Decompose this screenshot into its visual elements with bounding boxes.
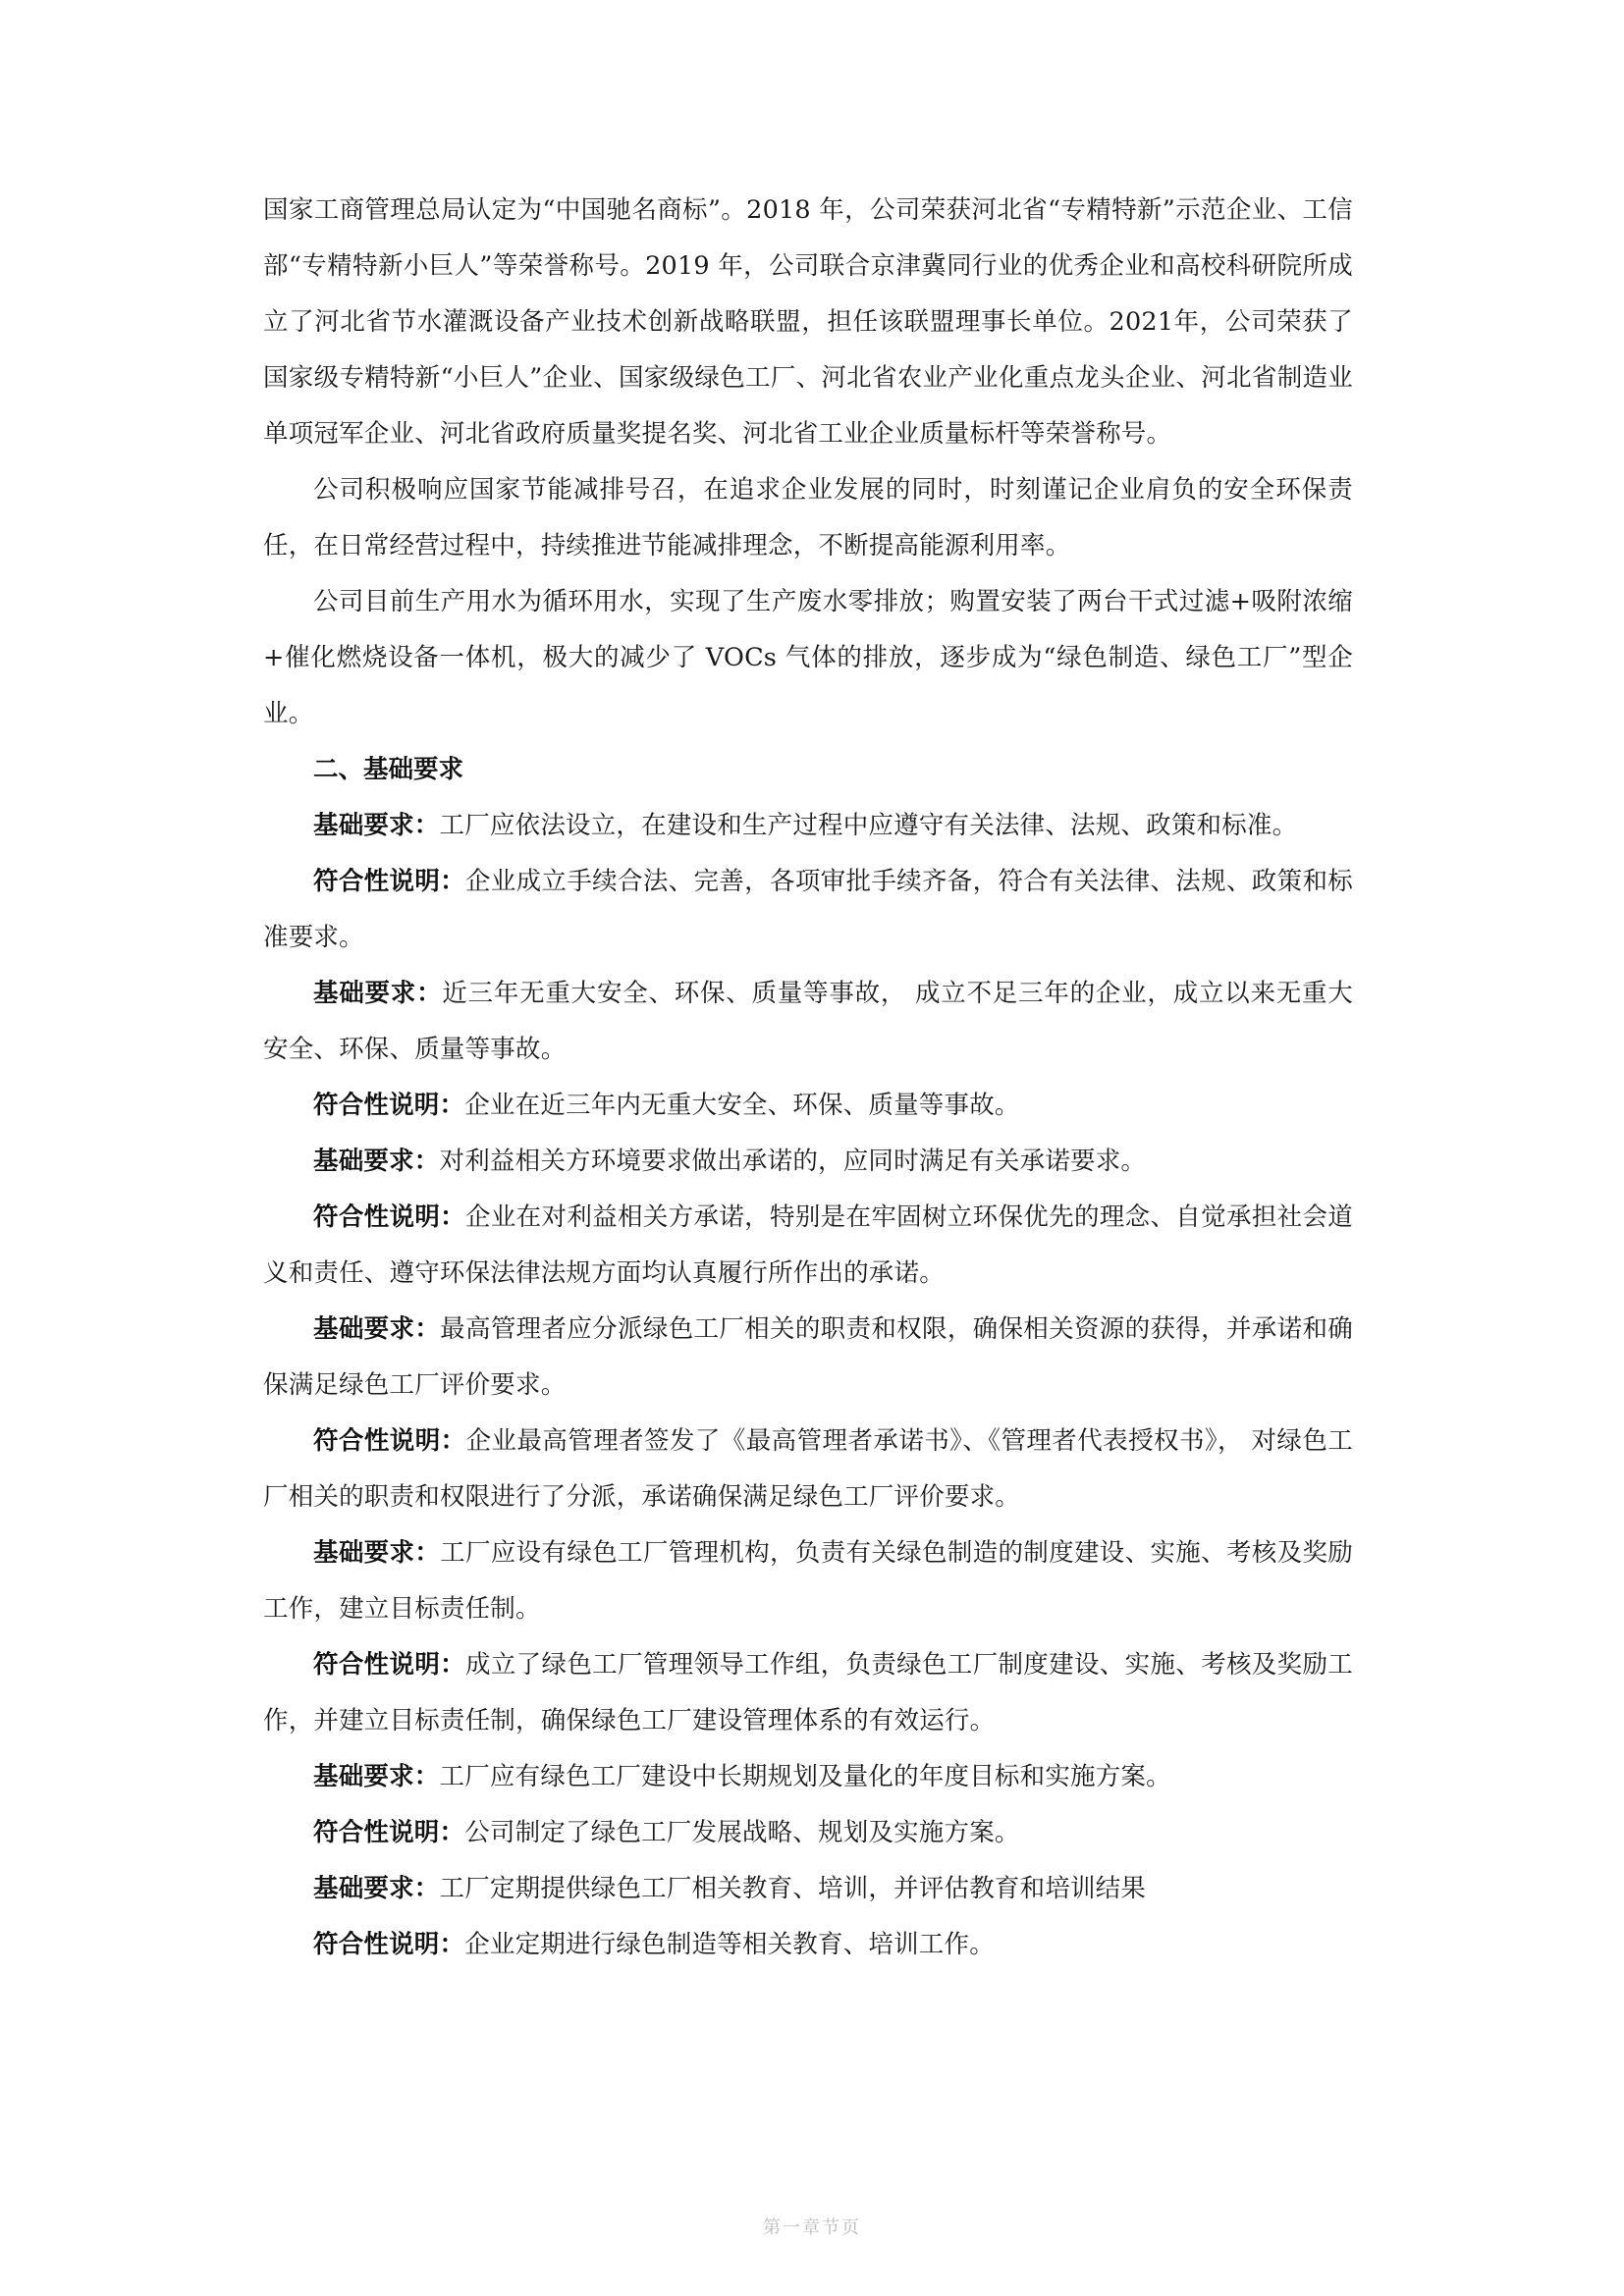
conformance-item-5 [263, 1637, 1353, 1749]
requirement-label-7: 基础要求： [313, 1874, 440, 1903]
requirement-label-1: 基础要求： [313, 811, 440, 840]
requirement-label-5: 基础要求： [313, 1538, 441, 1568]
paragraph-energy: 公司积极响应国家节能减排号召，在追求企业发展的同时，时刻谨记企业肩负的安全环保责任，在日常经营过程中，持续推进节能减排理念，不断提高能源利用率。 [263, 475, 1353, 561]
requirement-label-3: 基础要求： [313, 1147, 440, 1176]
requirement-item-5 [263, 1525, 1353, 1637]
requirement-text-5: 工厂应设有绿色工厂管理机构，负责有关绿色制造的制度建设、实施、考核及奖励工作，建立目标责任制。 [263, 1538, 1353, 1624]
requirement-item-7 [263, 1861, 1353, 1917]
conformance-label-1: 符合性说明： [313, 867, 465, 896]
requirement-item-4 [263, 1302, 1353, 1414]
requirement-item-1 [263, 798, 1353, 854]
requirement-label-4: 基础要求： [313, 1314, 441, 1344]
paragraph-honors: 国家工商管理总局认定为“中国驰名商标”。2018 年，公司荣获河北省“专精特新”示范企业、工信部“专精特新小巨人”等荣誉称号。2019 年，公司联合京津冀同行业的优秀企业和高校科研院所成立了河北省节水灌溉设备产业技术创新战略联盟，担任该联盟理事长单位。2021年，公司荣获了国家级专精特新“小巨人”企业、国家级绿色工厂、河北省农业产业化重点龙头企业、河北省制造业单项冠军企业、河北省政府质量奖提名奖、河北省工业企业质量标杆等荣誉称号。 [263, 195, 1353, 449]
conformance-text-2: 企业在近三年内无重大安全、环保、质量等事故。 [464, 1091, 1020, 1120]
requirement-text-2: 近三年无重大安全、环保、质量等事故， 成立不足三年的企业，成立以来无重大安全、环保、质量等事故。 [263, 979, 1353, 1064]
conformance-label-2: 符合性说明： [313, 1091, 465, 1120]
page-footer: 第一章节页 [763, 2217, 861, 2238]
conformance-item-3 [263, 1190, 1353, 1302]
conformance-label-4: 符合性说明： [313, 1426, 466, 1456]
conformance-item-7 [263, 1917, 1353, 1973]
section-heading-basic-requirements: 二、基础要求 [313, 755, 464, 784]
conformance-item-2 [263, 1078, 1353, 1134]
conformance-label-6: 符合性说明： [313, 1818, 465, 1847]
conformance-text-3: 企业在对利益相关方承诺，特别是在牢固树立环保优先的理念、自觉承担社会道义和责任、遵守环保法律法规方面均认真履行所作出的承诺。 [263, 1202, 1353, 1288]
conformance-item-6 [263, 1805, 1353, 1861]
requirement-text-6: 工厂应有绿色工厂建设中长期规划及量化的年度目标和实施方案。 [439, 1762, 1171, 1791]
page-body [263, 183, 1353, 1973]
requirement-label-6: 基础要求： [313, 1762, 440, 1791]
conformance-text-4: 企业最高管理者签发了《最高管理者承诺书》、《管理者代表授权书》， 对绿色工厂相关的职责和权限进行了分派，承诺确保满足绿色工厂评价要求。 [263, 1426, 1353, 1512]
conformance-item-1 [263, 854, 1353, 966]
requirement-item-2 [263, 966, 1353, 1078]
requirement-item-3 [263, 1134, 1353, 1190]
conformance-item-4 [263, 1414, 1353, 1525]
conformance-label-3: 符合性说明： [313, 1202, 465, 1232]
conformance-label-7: 符合性说明： [313, 1930, 465, 1959]
conformance-text-5: 成立了绿色工厂管理领导工作组，负责绿色工厂制度建设、实施、考核及奖励工作，并建立目标责任制，确保绿色工厂建设管理体系的有效运行。 [263, 1650, 1353, 1735]
conformance-text-6: 公司制定了绿色工厂发展战略、规划及实施方案。 [464, 1818, 1020, 1847]
paragraph-water: 公司目前生产用水为循环用水，实现了生产废水零排放；购置安装了两台干式过滤+吸附浓缩+催化燃烧设备一体机，极大的减少了 VOCs 气体的排放，逐步成为“绿色制造、绿色工厂”型企业。 [263, 587, 1353, 728]
requirement-item-6 [263, 1749, 1353, 1805]
conformance-text-7: 企业定期进行绿色制造等相关教育、培训工作。 [464, 1930, 995, 1959]
requirement-text-4: 最高管理者应分派绿色工厂相关的职责和权限，确保相关资源的获得，并承诺和确保满足绿色工厂评价要求。 [263, 1314, 1353, 1400]
requirement-label-2: 基础要求： [313, 979, 443, 1008]
requirement-text-1: 工厂应依法设立，在建设和生产过程中应遵守有关法律、法规、政策和标准。 [439, 811, 1298, 840]
requirement-text-3: 对利益相关方环境要求做出承诺的，应同时满足有关承诺要求。 [439, 1147, 1147, 1176]
conformance-label-5: 符合性说明： [313, 1650, 465, 1680]
conformance-text-1: 企业成立手续合法、完善，各项审批手续齐备，符合有关法律、法规、政策和标准要求。 [263, 867, 1353, 952]
requirement-text-7: 工厂定期提供绿色工厂相关教育、培训，并评估教育和培训结果 [439, 1874, 1147, 1903]
